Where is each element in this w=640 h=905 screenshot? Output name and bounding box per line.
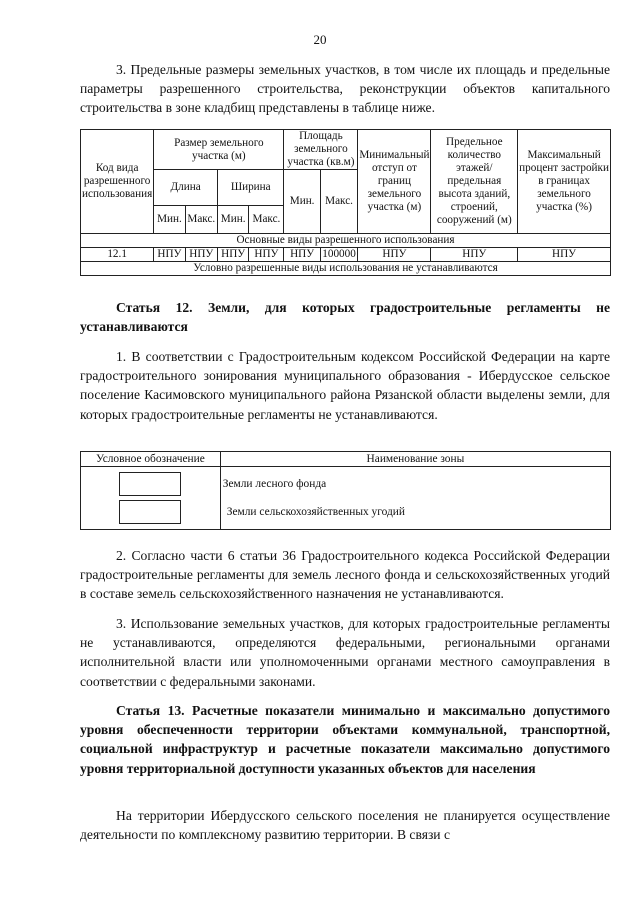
header-area: Площадь земельного участка (кв.м)	[284, 130, 358, 170]
agricultural-land-legend-swatch	[119, 500, 181, 524]
table-cell: НПУ	[518, 248, 611, 262]
article-12-paragraph-3: 3. Использование земельных участков, для которых градостроительные регламенты не устанавливаются, определяются федеральными, региональными органами исполнительной власти или уполномоченными органами местного самоуправления в соответствии с федеральными законами.	[80, 616, 610, 689]
article-13-paragraph-1: На территории Ибердусского сельского поселения не планируется осуществление деятельности по комплексному развитию территории. В связи с	[80, 808, 610, 843]
page-number: 20	[313, 32, 327, 47]
header-code: Код вида разрешенного использования	[81, 130, 154, 234]
table-cell: НПУ	[217, 248, 248, 262]
header-area-min: Мин.	[284, 170, 320, 234]
table-cell: НПУ	[185, 248, 217, 262]
header-legend: Условное обозначение	[81, 452, 221, 467]
section-conditional-uses: Условно разрешенные виды использования не устанавливаются	[81, 262, 611, 276]
header-floors: Предельное количество этажей/ предельная высота зданий, строений, сооружений (м)	[431, 130, 518, 234]
article-12-paragraph-1: 1. В соответствии с Градостроительным кодексом Российской Федерации на карте градостроительного зонирования муниципального образования - Ибердусское сельское поселение Касимовского муниципального района Рязанской области выделены земли, для которых градостроительные регламенты не устанавливаются.	[80, 349, 610, 422]
header-zone-name: Наименование зоны	[220, 452, 610, 467]
article-13-heading: Статья 13. Расчетные показатели минимально и максимально допустимого уровня обеспеченности территории объектами коммунальной, транспортной, социальной инфраструктур и расчетные показатели максимально допустимого уровня территориальной доступности указанных объектов для населения	[80, 703, 610, 776]
table-cell: 12.1	[81, 248, 154, 262]
header-area-max: Макс.	[320, 170, 358, 234]
zone-name-agricultural-land: Земли сельскохозяйственных угодий	[226, 506, 405, 518]
header-length-max: Макс.	[185, 206, 217, 234]
legend-cell	[81, 467, 221, 530]
header-length: Длина	[154, 170, 218, 206]
article-12-heading: Статья 12. Земли, для которых градостроительные регламенты не устанавливаются	[80, 300, 610, 335]
header-width: Ширина	[217, 170, 284, 206]
header-plot-size: Размер земельного участка (м)	[154, 130, 284, 170]
header-length-min: Мин.	[154, 206, 185, 234]
header-width-max: Макс.	[249, 206, 284, 234]
header-coverage: Максимальный процент застройки в границах земельного участка (%)	[518, 130, 611, 234]
zone-name-forest-fund: Земли лесного фонда	[222, 478, 327, 490]
article-12-paragraph-2: 2. Согласно части 6 статьи 36 Градостроительного кодекса Российской Федерации градостроительные регламенты для земель лесного фонда и сельскохозяйственных угодий в составе земель сельскохозяйственного назначения не устанавливаются.	[80, 548, 610, 602]
forest-fund-legend-swatch	[119, 472, 181, 496]
paragraph-3: 3. Предельные размеры земельных участков, в том числе их площадь и предельные параметры разрешенного строительства, реконструкции объектов капитального строительства в зоне кладбищ представлены в таблице ниже.	[80, 62, 610, 116]
table-row	[81, 248, 611, 262]
table-cell: НПУ	[284, 248, 320, 262]
zone-names-cell	[220, 467, 610, 530]
table-cell: НПУ	[154, 248, 185, 262]
table-cell: НПУ	[431, 248, 518, 262]
regulations-table	[80, 129, 611, 276]
table-cell: НПУ	[249, 248, 284, 262]
zones-legend-table	[80, 451, 611, 530]
header-setback: Минимальный отступ от границ земельного участка (м)	[358, 130, 431, 234]
header-width-min: Мин.	[217, 206, 248, 234]
table-cell: 100000	[322, 248, 356, 260]
table-cell: НПУ	[358, 248, 431, 262]
section-main-uses: Основные виды разрешенного использования	[81, 234, 611, 248]
